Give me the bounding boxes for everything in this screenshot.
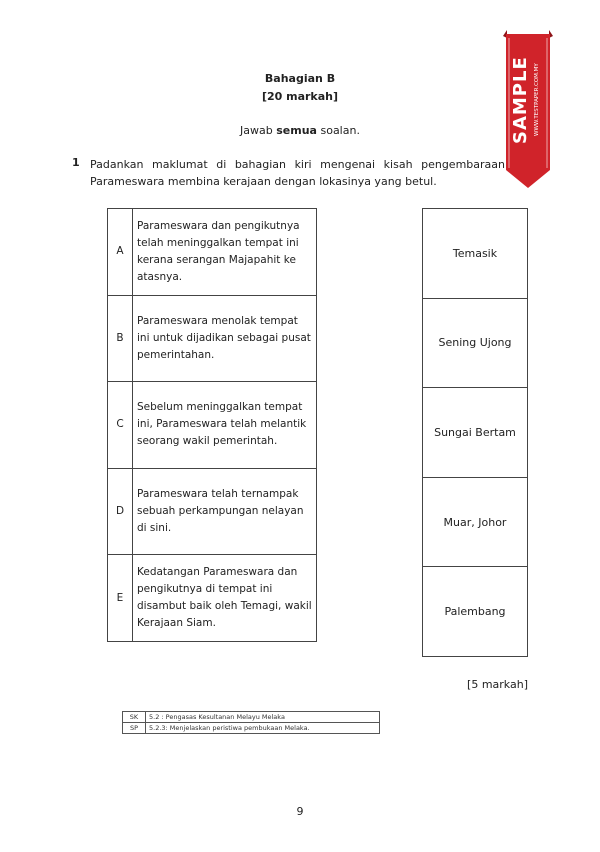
section-marks: [20 markah] xyxy=(261,90,339,103)
location-cell: Sungai Bertam xyxy=(423,388,528,478)
table-row xyxy=(123,723,380,734)
instruction-suffix: soalan. xyxy=(316,124,360,137)
item-letter: E xyxy=(108,555,133,642)
reference-text: 5.2.3: Menjelaskan peristiwa pembukaan Melaka. xyxy=(146,723,380,734)
table-row xyxy=(123,712,380,723)
location-cell: Muar, Johor xyxy=(423,477,528,567)
location-cell: Sening Ujong xyxy=(423,298,528,388)
ribbon-text xyxy=(506,40,550,160)
table-row xyxy=(108,468,317,555)
table-row xyxy=(108,382,317,469)
table-row xyxy=(108,295,317,382)
right-column-table xyxy=(422,208,528,657)
left-column-table xyxy=(107,208,317,642)
item-description: Parameswara dan pengikutnya telah meninggalkan tempat ini kerana serangan Majapahit ke atasnya. xyxy=(133,209,317,296)
item-letter: B xyxy=(108,295,133,382)
table-row xyxy=(423,209,528,299)
item-letter: D xyxy=(108,468,133,555)
reference-code: SK xyxy=(123,712,146,723)
reference-text: 5.2 : Pengasas Kesultanan Melayu Melaka xyxy=(146,712,380,723)
item-letter: C xyxy=(108,382,133,469)
item-letter: A xyxy=(108,209,133,296)
instruction-prefix: Jawab xyxy=(240,124,277,137)
reference-code: SP xyxy=(123,723,146,734)
question-number: 1 xyxy=(72,156,80,169)
question-marks: [5 markah] xyxy=(467,678,528,691)
table-row xyxy=(423,567,528,657)
item-description: Kedatangan Parameswara dan pengikutnya di tempat ini disambut baik oleh Temagi, wakil Kerajaan Siam. xyxy=(133,555,317,642)
table-row xyxy=(423,388,528,478)
location-cell: Palembang xyxy=(423,567,528,657)
table-row xyxy=(423,298,528,388)
question-text: Padankan maklumat di bahagian kiri mengenai kisah pengembaraan Parameswara membina kerajaan dengan lokasinya yang betul. xyxy=(90,158,505,188)
item-description: Parameswara telah ternampak sebuah perkampungan nelayan di sini. xyxy=(133,468,317,555)
instruction-bold: semua xyxy=(276,124,317,137)
sample-label: SAMPLE xyxy=(510,56,531,144)
table-row xyxy=(108,209,317,296)
page-number: 9 xyxy=(296,805,304,818)
location-cell: Temasik xyxy=(423,209,528,299)
table-row xyxy=(108,555,317,642)
section-title: Bahagian B xyxy=(264,72,336,85)
item-description: Sebelum meninggalkan tempat ini, Parameswara telah melantik seorang wakil pemerintah. xyxy=(133,382,317,469)
reference-table xyxy=(122,711,380,734)
item-description: Parameswara menolak tempat ini untuk dijadikan sebagai pusat pemerintahan. xyxy=(133,295,317,382)
sample-site: WWW.TESTPAPER.COM.MY xyxy=(534,63,540,137)
table-row xyxy=(423,477,528,567)
